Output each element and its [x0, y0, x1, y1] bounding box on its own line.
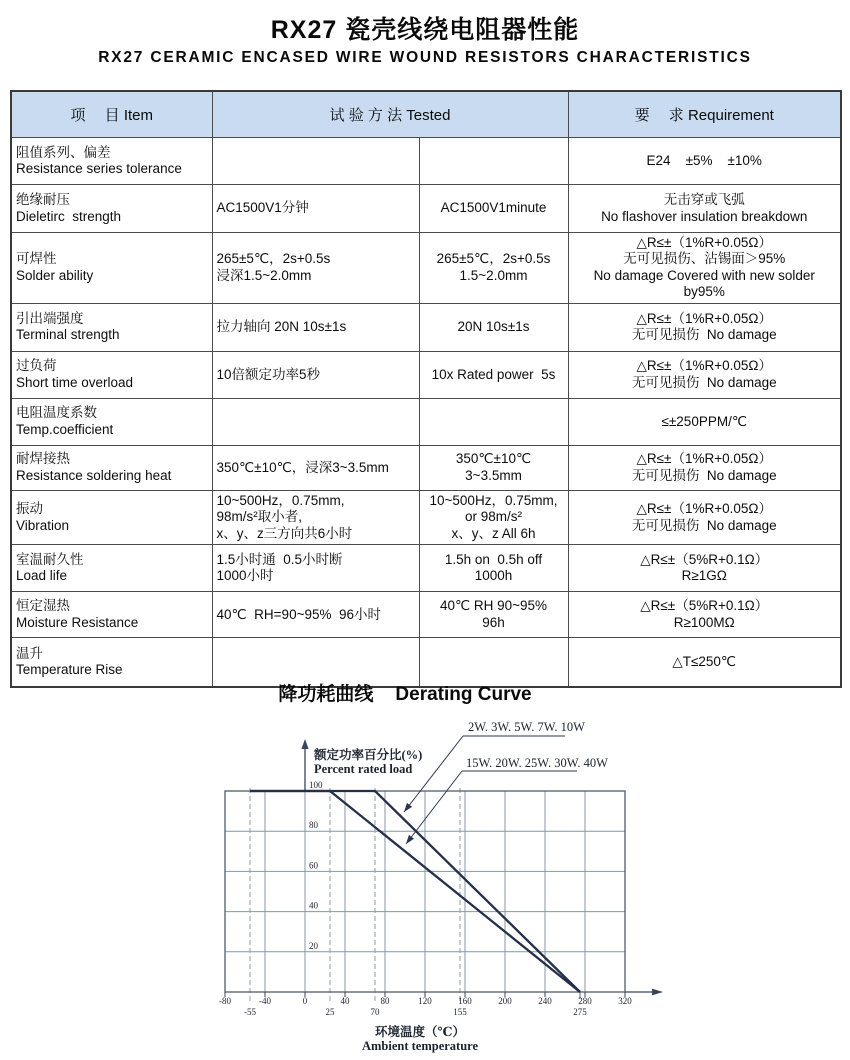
text-line: 阻值系列、偏差 — [16, 144, 111, 160]
text-line: R≥100MΩ — [673, 614, 735, 630]
table-header-row — [11, 91, 841, 138]
cell-item — [11, 138, 212, 185]
table-row — [11, 490, 841, 544]
text-line: AC1500V1minute — [440, 200, 547, 216]
cell-requirement — [568, 445, 841, 490]
cell-requirement — [568, 185, 841, 233]
cell-requirement — [568, 233, 841, 304]
cell-item — [11, 398, 212, 445]
text-line: 耐焊接热 — [16, 451, 70, 467]
table-row — [11, 545, 841, 592]
cell-method-en — [419, 445, 568, 490]
text-line: 96h — [482, 614, 505, 630]
label-leader-line — [406, 771, 462, 844]
x-minor-tick-label: 275 — [573, 1007, 587, 1017]
text-line: Moisture Resistance — [16, 614, 139, 630]
cell-item — [11, 185, 212, 233]
table-row — [11, 303, 841, 351]
text-line: △T≤250℃ — [672, 653, 737, 669]
text-line: Dieletirc strength — [16, 208, 122, 224]
text-line: △R≤±（1%R+0.05Ω） — [636, 235, 772, 250]
y-tick-label: 20 — [309, 940, 318, 951]
text-line: 10x Rated power 5s — [431, 366, 556, 382]
x-tick-label: 40 — [340, 996, 350, 1006]
text-line: Resistance series tolerance — [16, 161, 182, 176]
cell-method-en — [419, 592, 568, 638]
table-row — [11, 185, 841, 233]
cell-requirement — [568, 490, 841, 544]
table-row — [11, 445, 841, 490]
cell-method-en — [419, 138, 568, 185]
x-tick-label: 160 — [458, 996, 472, 1006]
text-line: 温升 — [16, 645, 43, 661]
text-line: AC1500V1分钟 — [216, 200, 309, 216]
text-line: 绝缘耐压 — [16, 192, 70, 208]
text-line: 350℃±10℃ — [455, 451, 532, 467]
text-line: 265±5℃，2s+0.5s — [216, 251, 331, 267]
text-line: x、y、z All 6h — [451, 525, 536, 541]
text-line: 电阻温度系数 — [16, 405, 97, 421]
y-axis-title-zh: 额定功率百分比(%) — [314, 748, 423, 762]
x-tick-label: 0 — [302, 996, 308, 1006]
text-line: 室温耐久性 — [16, 551, 84, 567]
series-label-0: 2W. 3W. 5W. 7W. 10W — [468, 720, 585, 734]
y-axis-title-en: Percent rated load — [314, 762, 413, 776]
cell-item — [11, 545, 212, 592]
text-line: 振动 — [16, 501, 43, 517]
x-axis-title-zh: 环境温度（℃） — [375, 1025, 465, 1039]
document-title: RX27 瓷壳线绕电阻器性能 — [270, 16, 580, 44]
y-tick-label: 100 — [309, 780, 323, 790]
cell-method-zh — [212, 185, 419, 233]
x-axis-arrow-icon — [652, 989, 663, 996]
text-line: 40℃ RH=90~95% 96小时 — [216, 606, 381, 622]
header-requirement-label: 要 求 Requirement — [634, 107, 774, 124]
table-row — [11, 592, 841, 638]
header-tested-label: 试 验 方 法 Tested — [329, 107, 451, 124]
y-tick-label: 60 — [309, 860, 318, 871]
text-line: 10~500Hz，0.75mm, — [429, 492, 558, 508]
text-line: E24 ±5% ±10% — [646, 152, 762, 168]
text-line: 过负荷 — [16, 358, 57, 374]
text-line: Resistance soldering heat — [16, 467, 172, 483]
text-line: △R≤±（5%R+0.1Ω） — [640, 551, 769, 567]
text-line: 1000小时 — [216, 568, 274, 584]
text-line: 1000h — [474, 568, 513, 584]
cell-method-en — [419, 233, 568, 304]
x-tick-label: 80 — [380, 996, 390, 1006]
cell-item — [11, 592, 212, 638]
cell-method-zh — [212, 351, 419, 398]
cell-method-en — [419, 303, 568, 351]
text-line: 无可见损伤 No damage — [631, 467, 777, 483]
text-line: 可焊性 — [16, 251, 57, 267]
cell-item — [11, 445, 212, 490]
text-line: R≥1GΩ — [681, 568, 727, 584]
text-line: 20N 10s±1s — [457, 319, 530, 335]
x-tick-label: 320 — [618, 996, 632, 1006]
cell-method-en — [419, 351, 568, 398]
characteristics-table-body — [11, 138, 841, 687]
table-row — [11, 398, 841, 445]
x-tick-label: 240 — [538, 996, 552, 1006]
cell-requirement — [568, 545, 841, 592]
text-line: △R≤±（1%R+0.05Ω） — [636, 501, 772, 517]
text-line: 恒定湿热 — [16, 598, 70, 614]
text-line: 拉力轴向 20N 10s±1s — [216, 319, 347, 335]
text-line: △R≤±（1%R+0.05Ω） — [636, 358, 772, 374]
text-line: 浸深1.5~2.0mm — [216, 267, 312, 283]
table-row — [11, 233, 841, 304]
text-line: Temperature Rise — [16, 662, 123, 678]
cell-method-zh — [212, 233, 419, 304]
text-line: 1.5h on 0.5h off — [444, 551, 543, 567]
cell-method-zh — [212, 490, 419, 544]
characteristics-table — [10, 90, 842, 688]
derating-curve-svg — [0, 660, 850, 1060]
text-line: 1.5~2.0mm — [459, 267, 528, 283]
cell-method-zh — [212, 303, 419, 351]
series-label-1: 15W. 20W. 25W. 30W. 40W — [466, 756, 608, 770]
x-axis-title-en: Ambient temperature — [361, 1039, 479, 1053]
cell-method-zh — [212, 398, 419, 445]
y-axis-arrow-icon — [301, 739, 308, 749]
table-row — [11, 351, 841, 398]
label-leader-arrow-icon — [404, 803, 412, 812]
text-line: 无可见损伤 No damage — [631, 327, 777, 343]
text-line: x、y、z三方向共6小时 — [216, 525, 353, 541]
cell-method-zh — [212, 592, 419, 638]
text-line: 10倍额定功率5秒 — [216, 366, 321, 382]
x-minor-tick-label: -55 — [244, 1007, 256, 1017]
text-line: 无击穿或飞弧 — [663, 192, 745, 208]
cell-method-zh — [212, 445, 419, 490]
header-requirement — [568, 91, 841, 138]
cell-item — [11, 303, 212, 351]
x-tick-label: -80 — [219, 996, 231, 1006]
text-line: 无可见损伤 No damage — [631, 374, 777, 390]
text-line: 无可见损伤、沾锡面＞95% — [623, 251, 786, 267]
text-line: or 98m/s² — [464, 509, 522, 525]
cell-requirement — [568, 351, 841, 398]
x-minor-tick-label: 155 — [453, 1007, 467, 1017]
header-item — [11, 91, 212, 138]
text-line: No flashover insulation breakdown — [601, 208, 808, 224]
x-minor-tick-label: 70 — [370, 1007, 380, 1017]
header-tested — [212, 91, 568, 138]
table-row — [11, 138, 841, 185]
text-line: 350℃±10℃，浸深3~3.5mm — [216, 459, 389, 475]
x-minor-tick-label: 25 — [325, 1007, 335, 1017]
text-line: 1.5小时通 0.5小时断 — [216, 551, 343, 567]
text-line: 98m/s²取小者, — [216, 509, 303, 525]
x-tick-label: 200 — [498, 996, 512, 1006]
text-line: 无可见损伤 No damage — [631, 517, 777, 533]
cell-requirement — [568, 398, 841, 445]
curve-series-1 — [250, 791, 580, 992]
cell-method-en — [419, 545, 568, 592]
y-tick-label: 40 — [309, 900, 318, 911]
cell-item — [11, 490, 212, 544]
text-line: 3~3.5mm — [465, 467, 522, 483]
text-line: Load life — [16, 568, 68, 584]
text-line: △R≤±（1%R+0.05Ω） — [636, 310, 772, 326]
y-tick-label: 80 — [309, 820, 318, 831]
x-tick-label: 280 — [578, 996, 592, 1006]
text-line: 引出端强度 — [16, 310, 84, 326]
chart-title-zh: 降功耗曲线 — [278, 684, 374, 705]
text-line: 10~500Hz，0.75mm, — [216, 492, 345, 508]
cell-item — [11, 351, 212, 398]
document-subtitle: RX27 CERAMIC ENCASED WIRE WOUND RESISTORS CHARACTERISTICS — [98, 49, 752, 66]
curve-series-0 — [250, 791, 580, 992]
text-line: Solder ability — [16, 267, 94, 283]
text-line: 265±5℃，2s+0.5s — [436, 251, 551, 267]
text-line: Vibration — [16, 517, 70, 533]
text-line: 40℃ RH 90~95% — [439, 598, 548, 614]
cell-method-zh — [212, 545, 419, 592]
x-tick-label: -40 — [259, 996, 271, 1006]
cell-method-en — [419, 398, 568, 445]
chart-title-en: Derating Curve — [395, 684, 532, 705]
cell-method-zh — [212, 138, 419, 185]
cell-requirement — [568, 303, 841, 351]
x-tick-label: 120 — [418, 996, 432, 1006]
cell-requirement — [568, 592, 841, 638]
header-item-label: 项 目 Item — [70, 107, 153, 124]
text-line: No damage Covered with new solder by95% — [593, 267, 819, 300]
cell-item — [11, 233, 212, 304]
text-line: △R≤±（1%R+0.05Ω） — [636, 451, 772, 467]
cell-method-en — [419, 490, 568, 544]
text-line: Short time overload — [16, 374, 134, 390]
label-leader-arrow-icon — [406, 835, 414, 844]
cell-method-en — [419, 185, 568, 233]
cell-requirement — [568, 138, 841, 185]
text-line: ≤±250PPM/℃ — [661, 413, 747, 429]
text-line: △R≤±（5%R+0.1Ω） — [640, 598, 769, 614]
text-line: Temp.coefficient — [16, 421, 114, 437]
text-line: Terminal strength — [16, 327, 120, 343]
